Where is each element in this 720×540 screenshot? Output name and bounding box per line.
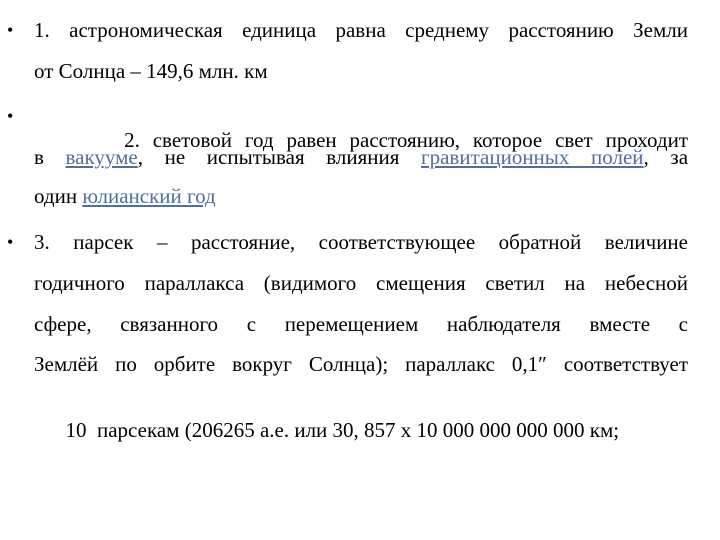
- bullet-icon: •: [7, 232, 14, 252]
- text-line: [34, 59, 688, 83]
- text-segment: 2. световой год равен расстоянию, которое свет проходит: [111, 128, 688, 152]
- text-segment: один: [34, 184, 83, 208]
- text-line: [34, 18, 688, 42]
- text-line: [34, 394, 688, 466]
- link-gravitational-fields[interactable]: гравитационных полей: [421, 145, 644, 169]
- text-segment: 3. парсек – расстояние, соответствующее обратной величине: [34, 230, 688, 254]
- link-julian-year[interactable]: юлианский год: [82, 184, 216, 208]
- text-segment: , не испытывая влияния: [137, 145, 421, 169]
- text-segment: , за: [643, 145, 689, 169]
- bullet-icon: •: [7, 106, 14, 126]
- text-line: [34, 230, 688, 254]
- text-segment: в: [34, 145, 66, 169]
- text-segment: 1. астрономическая единица равна среднему расстоянию Земли: [34, 18, 688, 42]
- text-line: [34, 352, 688, 376]
- text-line: [34, 145, 688, 169]
- text-line: [34, 271, 688, 295]
- text-segment: сфере, связанного с перемещением наблюдателя вместе с: [34, 312, 688, 336]
- bullet-icon: •: [7, 20, 14, 40]
- text-segment: 10 парсекам (206265 а.е. или 30, 857 х 10 000 000 000 000 км;: [65, 418, 620, 442]
- text-segment: Землёй по орбите вокруг Солнца); параллакс 0,1″ соответствует: [34, 352, 688, 376]
- text-line: [34, 312, 688, 336]
- text-segment: от Солнца – 149,6 млн. км: [34, 59, 268, 83]
- text-line: [34, 184, 688, 208]
- link-vacuum[interactable]: вакууме: [65, 145, 138, 169]
- text-segment: годичного параллакса (видимого смещения светил на небесной: [34, 271, 688, 295]
